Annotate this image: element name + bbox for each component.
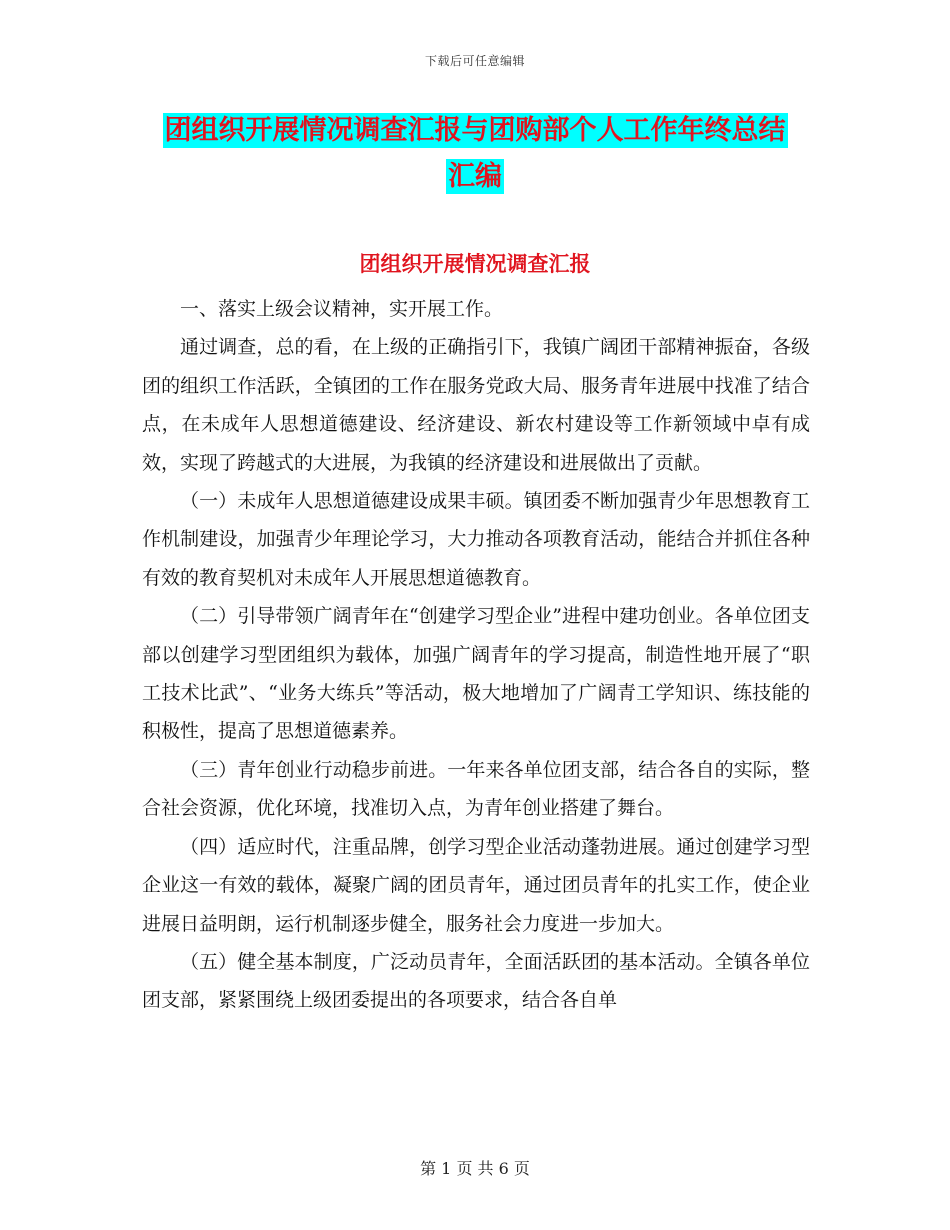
paragraph: （三）青年创业行动稳步前进。一年来各单位团支部，结合各自的实际，整合社会资源，优化环境，找准切入点，为青年创业搭建了舞台。 bbox=[142, 758, 810, 820]
paragraph: 通过调查，总的看，在上级的正确指引下，我镇广阔团干部精神振奋，各级团的组织工作活跃，全镇团的工作在服务党政大局、服务青年进展中找准了结合点，在未成年人思想道德建设、经济建设、新农村建设等工作新领域中卓有成效，实现了跨越式的大进展，为我镇的经济建设和进展做出了贡献。 bbox=[142, 336, 810, 474]
document-body bbox=[142, 290, 810, 1020]
document-main-title bbox=[0, 108, 950, 200]
header-note: 下载后可任意编辑 bbox=[424, 54, 525, 68]
paragraph: （五）健全基本制度，广泛动员青年，全面活跃团的基本活动。全镇各单位团支部，紧紧围绕上级团委提出的各项要求，结合各自单 bbox=[142, 950, 810, 1012]
main-title-line-2: 汇编 bbox=[448, 161, 502, 192]
section-title: 团组织开展情况调查汇报 bbox=[359, 252, 591, 276]
main-title-line-1: 团组织开展情况调查汇报与团购部个人工作年终总结 bbox=[164, 115, 786, 146]
paragraph: （一）未成年人思想道德建设成果丰硕。镇团委不断加强青少年思想教育工作机制建设，加强青少年理论学习，大力推动各项教育活动，能结合并抓住各种有效的教育契机对未成年人开展思想道德教育。 bbox=[142, 490, 810, 589]
paragraph: 一、落实上级会议精神，实开展工作。 bbox=[180, 298, 504, 320]
page-number-footer: 第 1 页 共 6 页 bbox=[420, 1159, 530, 1178]
paragraph: （四）适应时代，注重品牌，创学习型企业活动蓬勃进展。通过创建学习型企业这一有效的载体，凝聚广阔的团员青年，通过团员青年的扎实工作，使企业进展日益明朗，运行机制逐步健全，服务社会力度进一步加大。 bbox=[142, 835, 810, 935]
paragraph: （二）引导带领广阔青年在“创建学习型企业”进程中建功创业。各单位团支部以创建学习型团组织为载体，加强广阔青年的学习提高，制造性地开展了“职工技术比武”、“业务大练兵”等活动，极大地增加了广阔青工学知识、练技能的积极性，提高了思想道德素养。 bbox=[142, 605, 810, 743]
